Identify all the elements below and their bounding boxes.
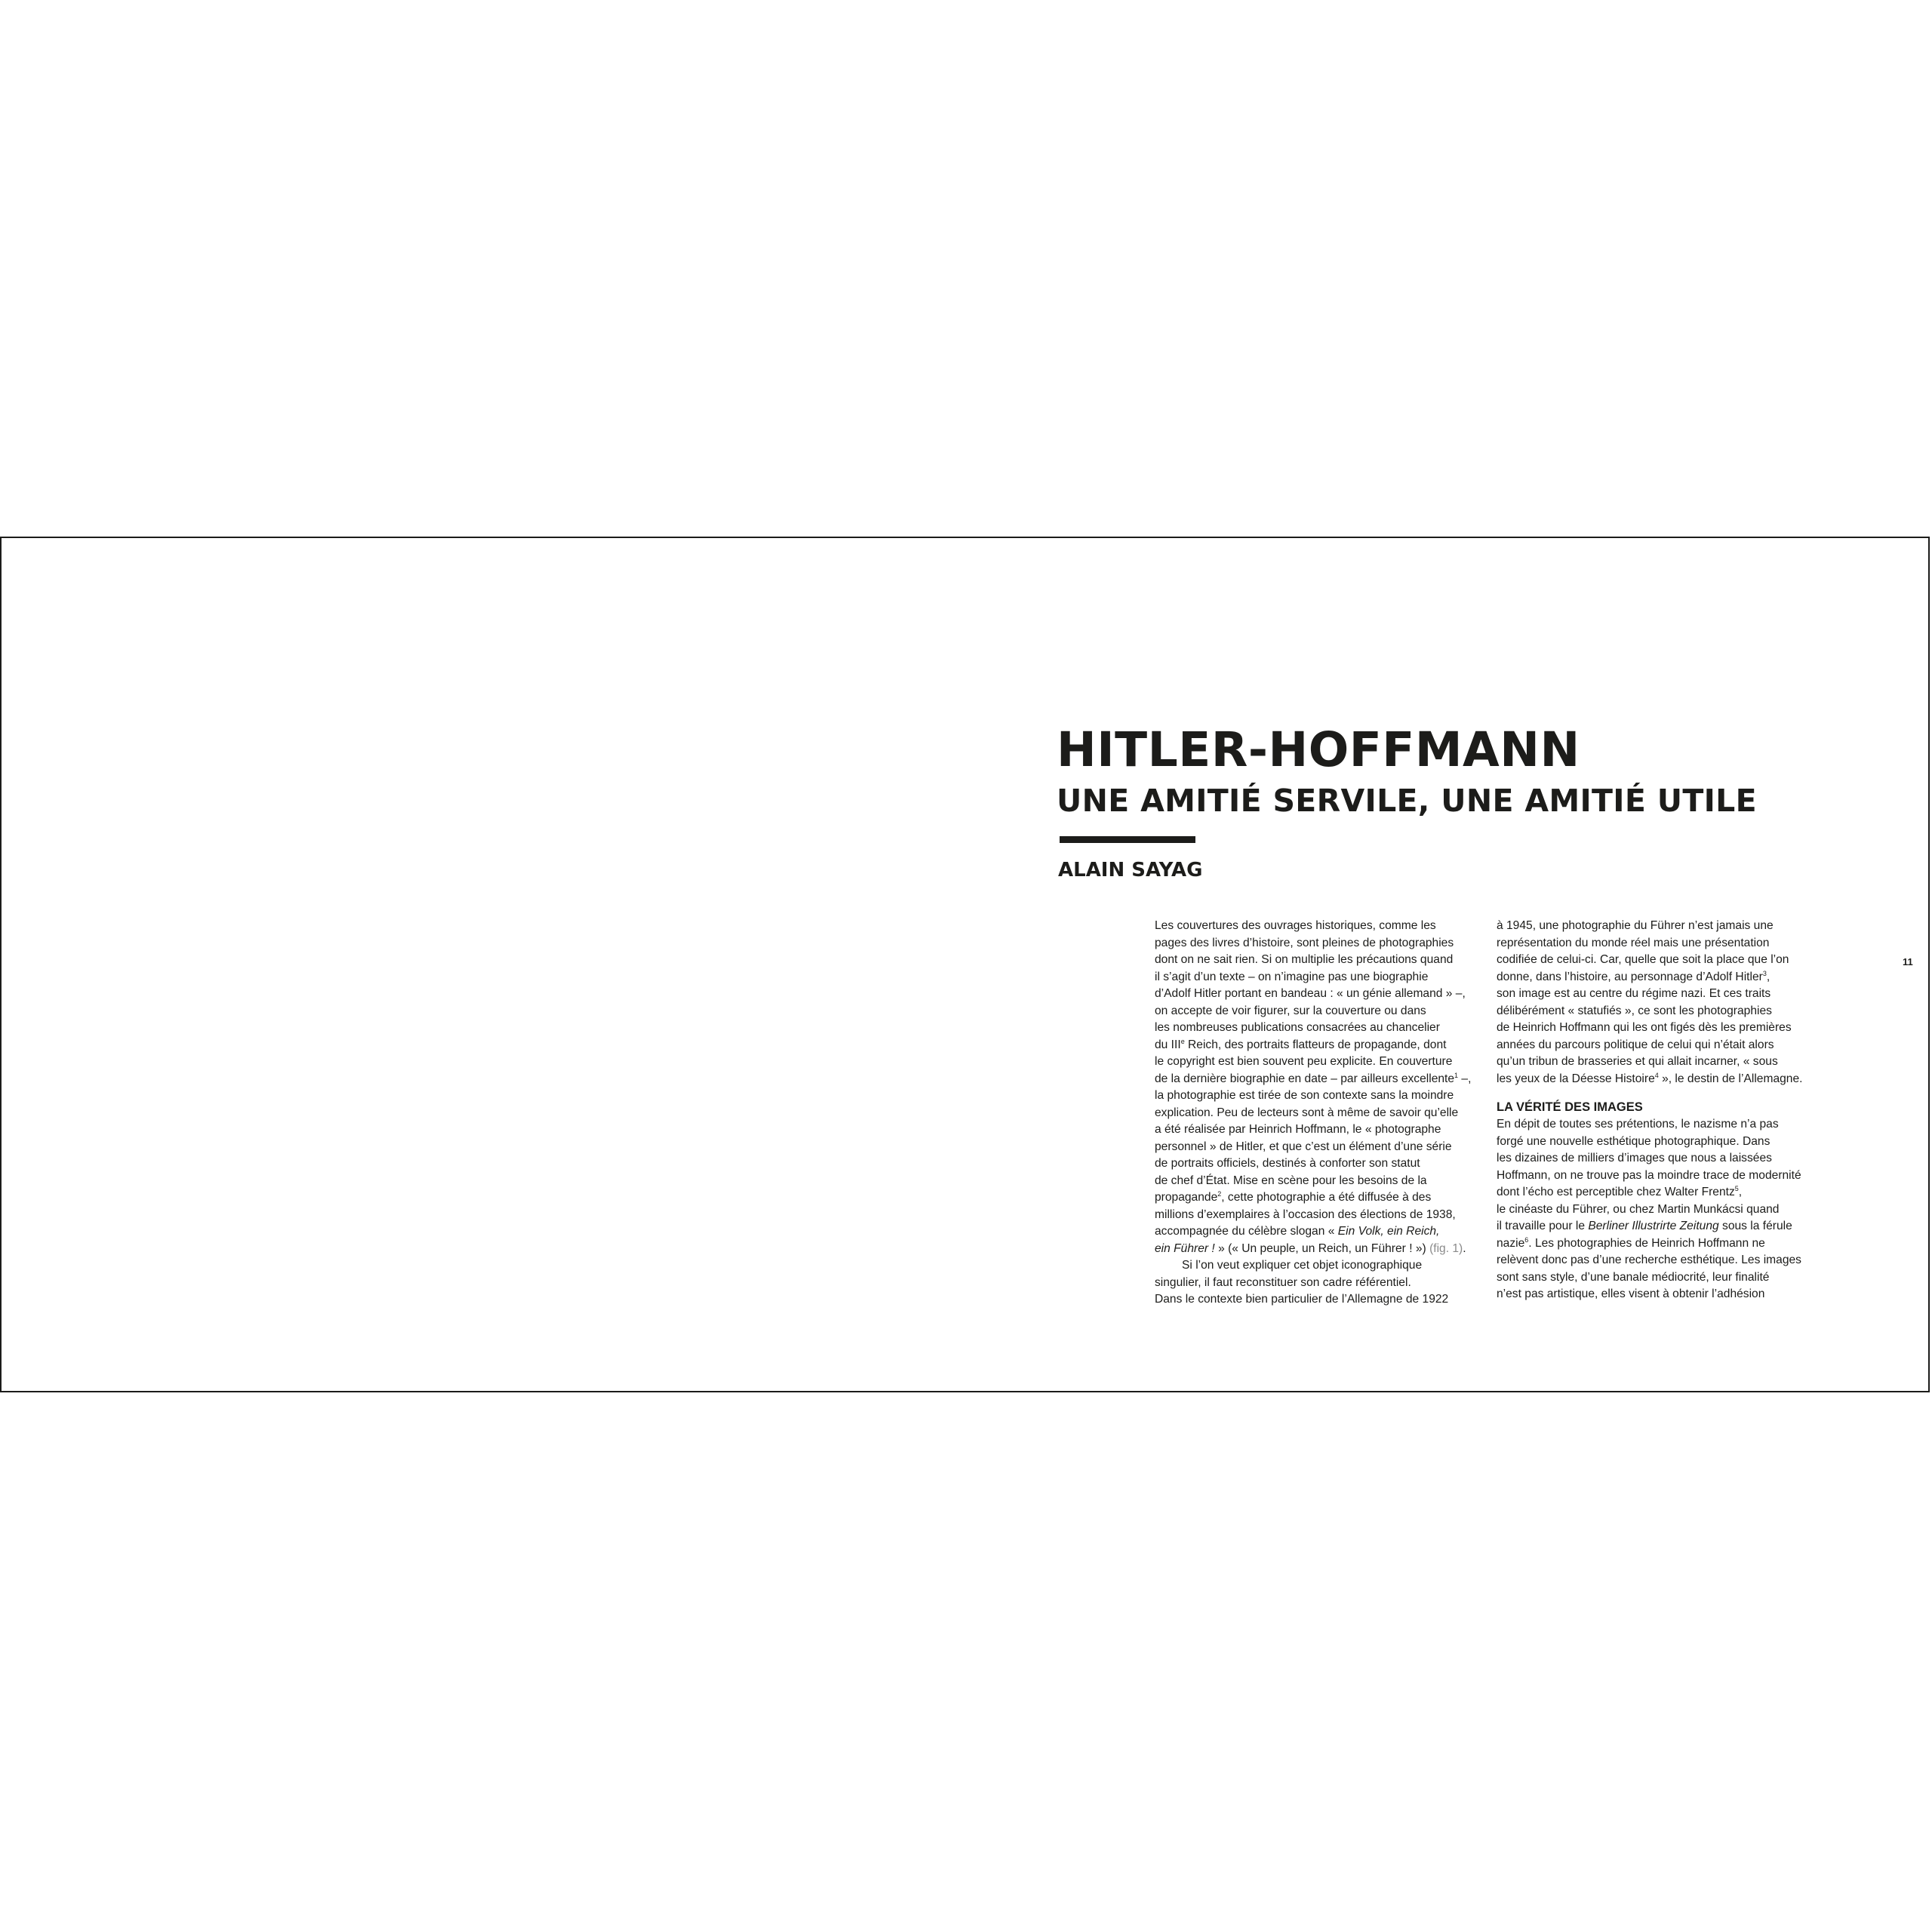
text-line: à 1945, une photographie du Führer n’est jamais une	[1497, 919, 1774, 932]
text-run: nazie	[1497, 1236, 1525, 1250]
text-line: explication. Peu de lecteurs sont à même de savoir qu’elle	[1155, 1106, 1459, 1119]
text-run: sous la férule	[1718, 1220, 1792, 1232]
text-line: personnel » de Hitler, et que c’est un élément d’une série	[1155, 1140, 1452, 1153]
text-column-left	[1155, 918, 1472, 1309]
text-line: le copyright est bien souvent peu explicite. En couverture	[1155, 1055, 1453, 1068]
text-line: on accepte de voir figurer, sur la couverture ou dans	[1155, 1004, 1426, 1017]
text-line: Hoffmann, on ne trouve pas la moindre trace de modernité	[1497, 1168, 1801, 1182]
text-run: propagande	[1155, 1191, 1218, 1204]
article-title: HITLER-HOFFMANN	[1057, 722, 1580, 777]
text-run: ,	[1766, 970, 1770, 983]
text-line: En dépit de toutes ses prétentions, le nazisme n’a pas	[1497, 1118, 1779, 1131]
text-run: Reich, des portraits flatteurs de propagande, dont	[1184, 1038, 1447, 1051]
text-run: », le destin de l’Allemagne.	[1658, 1072, 1803, 1085]
text-line: la photographie est tirée de son contexte sans la moindre	[1155, 1089, 1454, 1102]
text-line	[1497, 969, 1814, 986]
text-line: pages des livres d’histoire, sont pleines de photographies	[1155, 936, 1454, 949]
text-line	[1155, 1189, 1472, 1207]
text-line	[1497, 1184, 1814, 1201]
text-line: le cinéaste du Führer, ou chez Martin Munkácsi quand	[1497, 1202, 1780, 1216]
text-line	[1155, 1241, 1472, 1258]
text-run: il travaille pour le	[1497, 1220, 1589, 1232]
text-run: . Les photographies de Heinrich Hoffmann ne	[1528, 1236, 1765, 1250]
text-line: il s’agit d’un texte – on n’imagine pas une biographie	[1155, 970, 1429, 983]
text-run: les yeux de la Déesse Histoire	[1497, 1072, 1655, 1085]
text-line: a été réalisée par Heinrich Hoffmann, le « photographe	[1155, 1123, 1441, 1136]
text-run: ,	[1738, 1186, 1743, 1198]
text-run: dont l’écho est perceptible chez Walter Frentz	[1497, 1186, 1735, 1198]
text-line	[1497, 1071, 1814, 1088]
footnote-ref: 2	[1217, 1190, 1222, 1198]
text-line	[1155, 1071, 1472, 1088]
italic-run: Ein Volk, ein Reich,	[1337, 1225, 1440, 1238]
text-line: Dans le contexte bien particulier de l’Allemagne de 1922	[1155, 1293, 1449, 1306]
text-line	[1497, 1235, 1814, 1253]
footnote-ref: 4	[1654, 1071, 1659, 1079]
text-line: n’est pas artistique, elles visent à obtenir l’adhésion	[1497, 1287, 1765, 1300]
text-run: .	[1463, 1241, 1466, 1255]
text-line	[1155, 1037, 1472, 1054]
article-subtitle: UNE AMITIÉ SERVILE, UNE AMITIÉ UTILE	[1057, 783, 1757, 819]
text-run: du III	[1155, 1038, 1181, 1051]
footnote-ref: 3	[1762, 969, 1767, 977]
text-line: son image est au centre du régime nazi. Et ces traits	[1497, 987, 1771, 1000]
text-line: années du parcours politique de celui qui n’était alors	[1497, 1038, 1774, 1051]
text-column-right	[1497, 918, 1814, 1303]
text-line: dont on ne sait rien. Si on multiplie les précautions quand	[1155, 953, 1454, 966]
text-line: les dizaines de milliers d’images que nous a laissées	[1497, 1152, 1772, 1164]
text-run: » (« Un peuple, un Reich, un Führer ! »)	[1214, 1241, 1430, 1255]
text-line: de Heinrich Hoffmann qui les ont figés dès les premières	[1497, 1021, 1792, 1034]
text-line: les nombreuses publications consacrées au chancelier	[1155, 1021, 1440, 1034]
text-run: , cette photographie a été diffusée à des	[1221, 1191, 1432, 1204]
footnote-ref: 6	[1524, 1235, 1529, 1244]
superscript: e	[1180, 1037, 1185, 1045]
text-line	[1497, 1218, 1814, 1235]
figure-reference[interactable]: (fig. 1)	[1429, 1241, 1463, 1255]
text-line: sont sans style, d’une banale médiocrité, leur finalité	[1497, 1270, 1770, 1284]
footnote-ref: 5	[1734, 1185, 1739, 1192]
page-number: 11	[1903, 956, 1913, 968]
italic-run: ein Führer !	[1155, 1241, 1215, 1255]
text-line: Les couvertures des ouvrages historiques, comme les	[1155, 919, 1436, 932]
text-line: millions d’exemplaires à l’occasion des élections de 1938,	[1155, 1208, 1456, 1221]
text-run: de la dernière biographie en date – par ailleurs excellente	[1155, 1072, 1455, 1085]
title-rule	[1060, 836, 1195, 843]
footnote-ref: 1	[1454, 1071, 1459, 1079]
text-line-indented: Si l’on veut expliquer cet objet iconographique	[1182, 1259, 1423, 1272]
text-line: forgé une nouvelle esthétique photographique. Dans	[1497, 1134, 1770, 1148]
text-line: qu’un tribun de brasseries et qui allait incarner, « sous	[1497, 1055, 1778, 1068]
text-line: singulier, il faut reconstituer son cadre référentiel.	[1155, 1275, 1411, 1289]
text-run: accompagnée du célèbre slogan «	[1155, 1225, 1338, 1238]
italic-run: Berliner Illustrirte Zeitung	[1588, 1220, 1719, 1232]
text-run: –,	[1458, 1072, 1472, 1085]
text-line	[1155, 1223, 1472, 1241]
text-line: représentation du monde réel mais une présentation	[1497, 936, 1770, 949]
text-line: de portraits officiels, destinés à conforter son statut	[1155, 1157, 1420, 1170]
text-line: relèvent donc pas d’une recherche esthétique. Les images	[1497, 1254, 1801, 1266]
text-line: de chef d’État. Mise en scène pour les besoins de la	[1155, 1174, 1427, 1187]
text-line: d’Adolf Hitler portant en bandeau : « un génie allemand » –,	[1155, 987, 1466, 1000]
section-heading: LA VÉRITÉ DES IMAGES	[1497, 1100, 1643, 1114]
text-run: donne, dans l’histoire, au personnage d’Adolf Hitler	[1497, 970, 1763, 983]
text-line: délibérément « statufiés », ce sont les photographies	[1497, 1004, 1772, 1017]
text-line: codifiée de celui-ci. Car, quelle que soit la place que l’on	[1497, 953, 1789, 966]
author-name: ALAIN SAYAG	[1058, 859, 1203, 881]
